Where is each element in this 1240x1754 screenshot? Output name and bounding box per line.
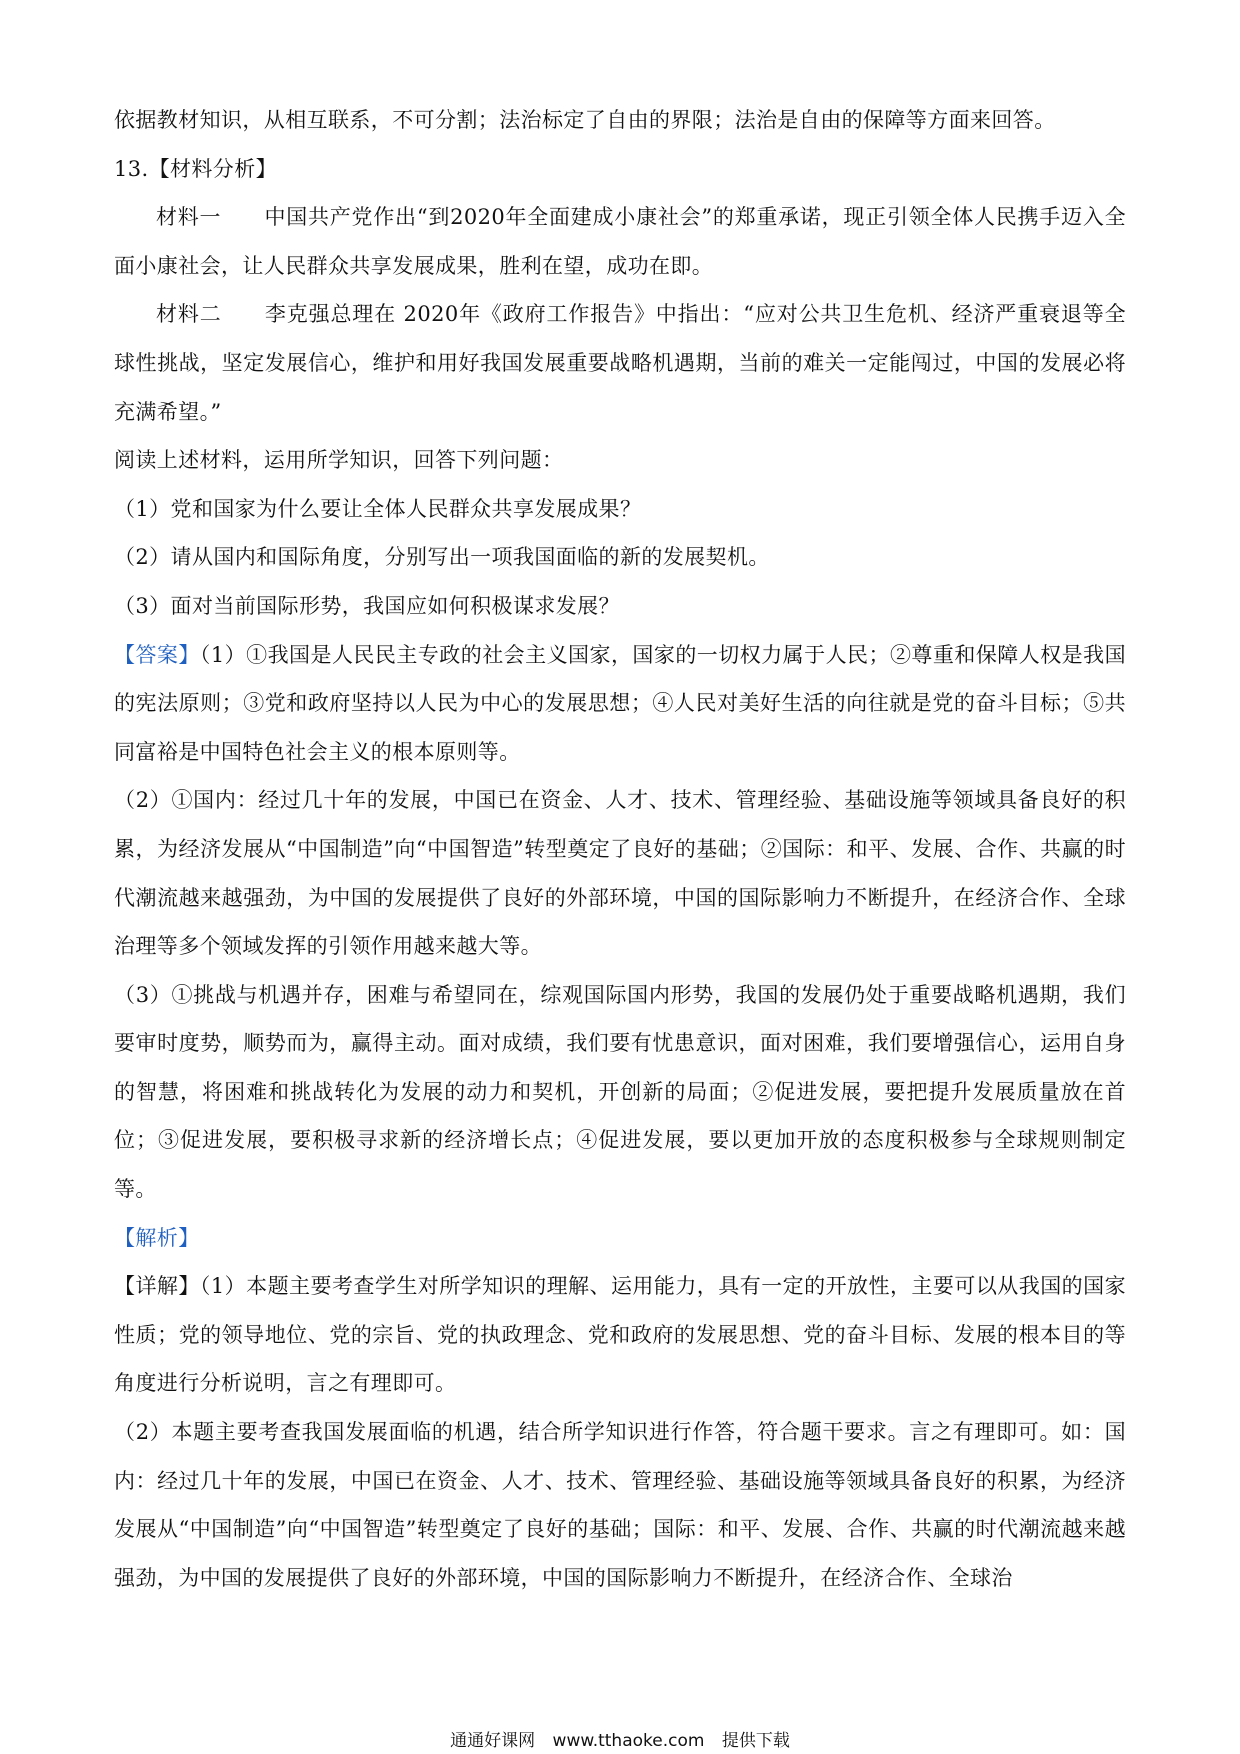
footer-url[interactable]: www.tthaoke.com: [552, 1731, 705, 1751]
answer-1: [114, 631, 1126, 777]
answer-3: （3）①挑战与机遇并存，困难与希望同在，综观国际国内形势，我国的发展仍处于重要战略机遇期，我们要审时度势，顺势而为，赢得主动。面对成绩，我们要有忧患意识，面对困难，我们要增强信心，运用自身的智慧，将困难和挑战转化为发展的动力和契机，开创新的局面；②促进发展，要把提升发展质量放在首位；③促进发展，要积极寻求新的经济增长点；④促进发展，要以更加开放的态度积极参与全球规则制定等。: [114, 982, 1126, 1202]
question-1: （1）党和国家为什么要让全体人民群众共享发展成果？: [114, 496, 642, 521]
material-2-label: 材料二: [156, 302, 222, 327]
material-2-text: 李克强总理在 2020年《政府工作报告》中指出：“应对公共卫生危机、经济严重衰退等全球性挑战，坚定发展信心，维护和用好我国发展重要战略机遇期，当前的难关一定能闯过，中国的发展必将充满希望。”: [114, 302, 1127, 424]
detail-tag: 【详解】: [114, 1274, 200, 1299]
question-2: （2）请从国内和国际角度，分别写出一项我国面临的新的发展契机。: [114, 545, 770, 570]
detail-1-text: （1）本题主要考查学生对所学知识的理解、运用能力，具有一定的开放性，主要可以从我国的国家性质；党的领导地位、党的宗旨、党的执政理念、党和政府的发展思想、党的奋斗目标、发展的根本目的等角度进行分析说明，言之有理即可。: [114, 1274, 1126, 1396]
detail-2: （2）本题主要考查我国发展面临的机遇，结合所学知识进行作答，符合题干要求。言之有理即可。如：国内：经过几十年的发展，中国已在资金、人才、技术、管理经验、基础设施等领域具备良好的积累，为经济发展从“中国制造”向“中国智造”转型奠定了良好的基础；国际：和平、发展、合作、共赢的时代潮流越来越强劲，为中国的发展提供了良好的外部环境，中国的国际影响力不断提升，在经济合作、全球治: [114, 1420, 1126, 1590]
answer-tag: 【答案】: [114, 642, 200, 667]
material-1: [114, 193, 1126, 290]
question-13-heading: 13.【材料分析】: [114, 156, 277, 181]
material-1-label: 材料一: [156, 205, 222, 230]
analysis-heading: [114, 1214, 1126, 1263]
answer-1-text: （1）①我国是人民民主专政的社会主义国家，国家的一切权力属于人民；②尊重和保障人权是我国的宪法原则；③党和政府坚持以人民为中心的发展思想；④人民对美好生活的向往就是党的奋斗目标；⑤共同富裕是中国特色社会主义的根本原则等。: [114, 642, 1126, 764]
intro-line: 依据教材知识，从相互联系，不可分割；法治标定了自由的界限；法治是自由的保障等方面来回答。: [114, 108, 1056, 132]
footer-download-text: 提供下载: [721, 1731, 790, 1751]
document-body: [114, 96, 1126, 1602]
material-1-text: 中国共产党作出“到2020年全面建成小康社会”的郑重承诺，现正引领全体人民携手迈入全面小康社会，让人民群众共享发展成果，胜利在望，成功在即。: [114, 205, 1126, 278]
instruction: 阅读上述材料，运用所学知识，回答下列问题：: [114, 448, 564, 473]
analysis-tag: 【解析】: [114, 1225, 200, 1250]
question-3: （3）面对当前国际形势，我国应如何积极谋求发展？: [114, 593, 620, 618]
footer-site-name: 通通好课网: [450, 1731, 536, 1751]
detail-1: [114, 1262, 1126, 1408]
page-footer: [0, 1726, 1240, 1751]
answer-2: （2）①国内：经过几十年的发展，中国已在资金、人才、技术、管理经验、基础设施等领域具备良好的积累，为经济发展从“中国制造”向“中国智造”转型奠定了良好的基础；②国际：和平、发展、合作、共赢的时代潮流越来越强劲，为中国的发展提供了良好的外部环境，中国的国际影响力不断提升，在经济合作、全球治理等多个领域发挥的引领作用越来越大等。: [114, 788, 1126, 959]
material-2: [114, 290, 1126, 436]
